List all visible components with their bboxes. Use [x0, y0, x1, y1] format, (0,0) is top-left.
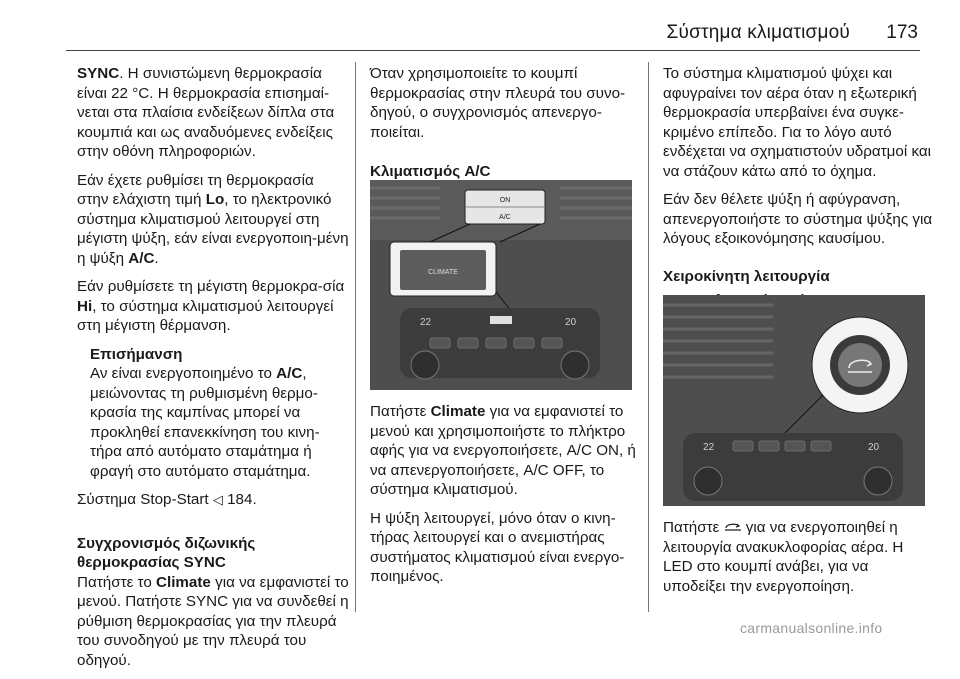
- cross-reference[interactable]: [77, 490, 349, 510]
- paragraph: [77, 64, 349, 162]
- ac-label: A/C: [499, 214, 511, 221]
- paragraph-text: .: [154, 249, 159, 267]
- section-heading: Συγχρονισμός διζωνικής θερμοκρασίας SYNC: [77, 534, 256, 571]
- reference-arrow-icon: ◁: [212, 492, 223, 507]
- temp-right: 20: [565, 317, 577, 328]
- column-3-lower: [663, 518, 935, 605]
- climate-term: Climate: [430, 403, 486, 420]
- page-header: [0, 0, 960, 48]
- note-box: [90, 345, 349, 482]
- ac-term: A/C: [128, 249, 155, 267]
- ac-figure-svg: [370, 180, 632, 390]
- paragraph: [77, 573, 349, 671]
- section-heading: Κλιματισμός A/C: [370, 163, 491, 180]
- paragraph: Εάν δεν θέλετε ψύξη ή αφύγρανση, απενεργοποιήστε το σύστημα ψύξης για λόγους εξοικονόμησης καυσίμου.: [663, 191, 933, 247]
- paragraph-text: Πατήστε: [663, 519, 724, 536]
- paragraph-text: Εάν ρυθμίσετε τη μέγιστη θερμοκρα-σία: [77, 278, 345, 295]
- paragraph-text: Πατήστε το: [77, 573, 157, 591]
- column-divider: [355, 62, 356, 612]
- temp-right: 20: [868, 442, 880, 453]
- paragraph-text: Εάν έχετε ρυθμίσει τη θερμοκρασία στην ελάχιστη τιμή: [77, 171, 314, 208]
- paragraph-text: Πατήστε: [370, 403, 431, 420]
- heading-line: Χειροκίνητη λειτουργία: [663, 267, 830, 285]
- paragraph-text: για να ενεργοποιηθεί η λειτουργία ανακυκλοφορίας αέρα. Η LED στο κουμπί ανάβει, για να υποδείξει την ενεργοποίηση.: [663, 519, 904, 595]
- page-number: 173: [886, 22, 918, 43]
- watermark: carmanualsonline.info: [740, 620, 883, 636]
- paragraph: [370, 402, 636, 500]
- column-3: [663, 64, 935, 322]
- climate-term: Climate: [156, 573, 211, 591]
- column-1: [77, 64, 349, 679]
- on-label: ON: [499, 197, 511, 204]
- climate-button-label: CLIMATE: [428, 269, 458, 276]
- recirc-figure-svg: [663, 295, 925, 506]
- paragraph-text: για να εμφανιστεί το μενού και χρησιμοποιήστε το πλήκτρο αφής για να ενεργοποιήσετε, A/C ON, ή να απενεργοποιήσετε, A/C OFF, το σύστημα κλιματισμού.: [370, 403, 636, 498]
- column-2: [370, 64, 636, 182]
- column-2-lower: [370, 402, 636, 596]
- hi-term: Hi: [77, 297, 93, 315]
- temp-left: 22: [703, 442, 715, 453]
- recirculation-icon: [724, 518, 742, 538]
- note-text: [90, 364, 349, 481]
- paragraph: [77, 171, 349, 269]
- ac-term: A/C: [276, 365, 303, 382]
- paragraph-text: , μειώνοντας τη ρυθμισμένη θερμο-κρασία της καμπίνας μπορεί να προκληθεί επανεκκίνηση του κινη-τήρα από αυτόματο σταμάτημα ή φραγή στο αυτόματο σταμάτημα.: [90, 365, 320, 480]
- ac-button-figure: [370, 180, 632, 390]
- paragraph-text: Αν είναι ενεργοποιημένο το: [90, 365, 277, 382]
- paragraph-text: . Η συνιστώμενη θερμοκρασία είναι 22 °C. Η θερμοκρασία επισημαί-νεται στα πλαίσια ενδείξεων δίπλα στα κουμπιά και ως αναδυόμενες ενδείξεις στην οθόνη πληροφοριών.: [77, 65, 335, 160]
- reference-text[interactable]: Σύστημα Stop-Start: [77, 491, 209, 508]
- reference-page[interactable]: 184.: [227, 491, 257, 508]
- paragraph: [77, 277, 349, 336]
- lo-term: Lo: [205, 191, 225, 208]
- paragraph: [663, 518, 935, 596]
- paragraph: Η ψύξη λειτουργεί, μόνο όταν ο κινη-τήρας λειτουργεί και ο ανεμιστήρας συστήματος κλιματισμού είναι ενεργο-ποιημένος.: [370, 509, 625, 585]
- paragraph-text: για να εμφανιστεί το μενού. Πατήστε SYNC για να συνδεθεί η ρύθμιση θερμοκρασίας για την πλευρά του συνοδηγού με την πλευρά του οδηγού.: [77, 573, 349, 669]
- note-title: Επισήμανση: [90, 345, 183, 363]
- column-divider: [648, 62, 649, 612]
- page-title: Σύστημα κλιματισμού: [666, 22, 850, 43]
- paragraph-text: , το σύστημα κλιματισμού λειτουργεί στη μέγιστη θέρμανση.: [77, 297, 334, 334]
- paragraph: Το σύστημα κλιματισμού ψύχει και αφυγραίνει τον αέρα όταν η εξωτερική θερμοκρασία υπερβαίνει ένα συγκε-κριμένο επίπεδο. Για το λόγο αυτό ενδέχεται να σχηματιστούν υδρατμοί και να στάζουν κάτω από το όχημα.: [663, 65, 932, 180]
- temp-left: 22: [420, 317, 432, 328]
- header-rule: [66, 50, 920, 51]
- sync-term: SYNC: [77, 65, 120, 82]
- recirculation-button-figure: [663, 295, 925, 506]
- paragraph-text: , το ηλεκτρονικό σύστημα κλιματισμού λειτουργεί στη μέγιστη ψύξη, εάν είναι ενεργοποιη-μένη η ψύξη: [77, 191, 349, 267]
- paragraph: Όταν χρησιμοποιείτε το κουμπί θερμοκρασίας στην πλευρά του συνο-δηγού, ο συγχρονισμός απενεργο-ποιείται.: [370, 65, 626, 141]
